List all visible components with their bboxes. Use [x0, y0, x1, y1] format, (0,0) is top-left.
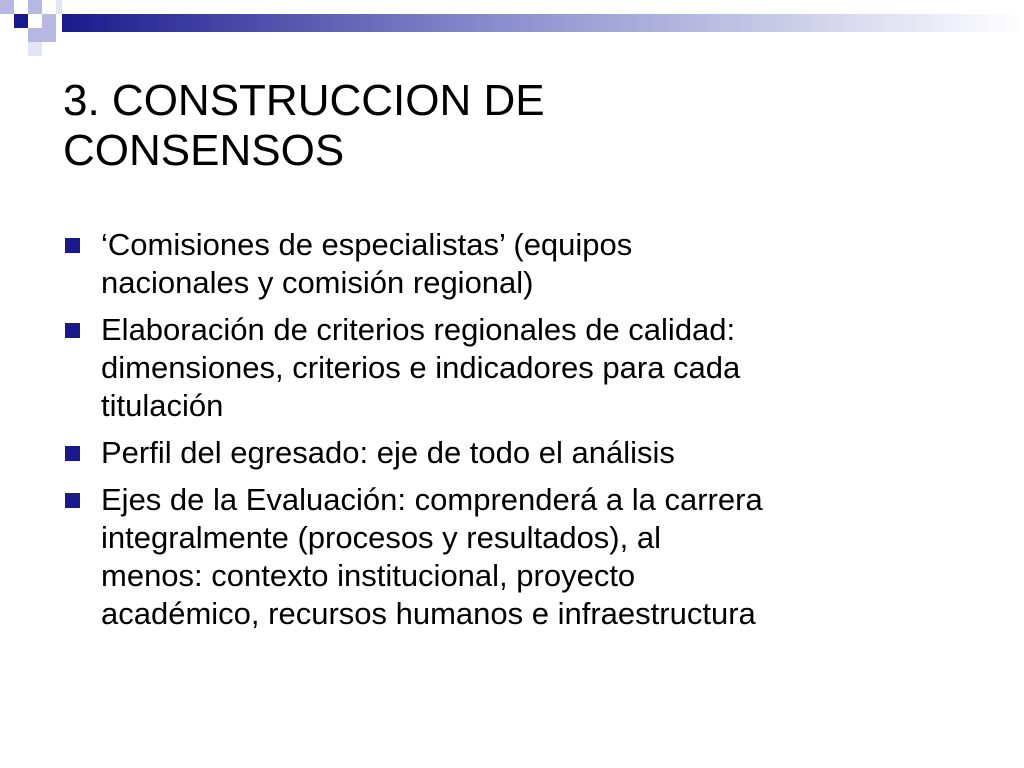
checker-square [0, 0, 14, 14]
bullet-line: ‘Comisiones de especialistas’ (equipos [101, 227, 633, 262]
bullet-line: nacionales y comisión regional) [101, 265, 534, 300]
checker-square [42, 14, 56, 28]
checker-square [14, 14, 28, 28]
bullet-line: Perfil del egresado: eje de todo el análisis [101, 435, 675, 470]
bullet-text [101, 434, 983, 472]
bullet-text [101, 226, 983, 302]
slide-title-line: CONSENSOS [63, 126, 345, 175]
bullet-item [63, 226, 983, 302]
slide-title-line: 3. CONSTRUCCION DE [63, 76, 545, 125]
bullet-item [63, 311, 983, 425]
bullet-list [63, 226, 983, 642]
header-decoration-graphic [0, 0, 1024, 64]
bullet-item [63, 481, 983, 633]
slide-title [63, 76, 963, 176]
bullet-line: menos: contexto institucional, proyecto [101, 558, 636, 593]
bullet-line: académico, recursos humanos e infraestructura [101, 596, 756, 631]
square-bullet-icon [65, 446, 80, 461]
bullet-line: titulación [101, 388, 224, 423]
square-bullet-icon [65, 493, 80, 508]
checker-square [28, 28, 42, 42]
square-bullet-icon [65, 323, 80, 338]
bullet-line: dimensiones, criterios e indicadores para cada [101, 350, 741, 385]
checker-square [42, 28, 56, 42]
bullet-line: Ejes de la Evaluación: comprenderá a la carrera [101, 482, 763, 517]
header-gradient-bar [62, 14, 1024, 32]
bullet-line: integralmente (procesos y resultados), al [101, 520, 661, 555]
header-decoration [0, 0, 1024, 64]
bullet-line: Elaboración de criterios regionales de calidad: [101, 312, 736, 347]
checker-square [28, 0, 42, 14]
bullet-text [101, 481, 983, 633]
checker-square [56, 0, 62, 14]
checker-square [28, 42, 42, 56]
bullet-text [101, 311, 983, 425]
bullet-item [63, 434, 983, 472]
square-bullet-icon [65, 238, 80, 253]
